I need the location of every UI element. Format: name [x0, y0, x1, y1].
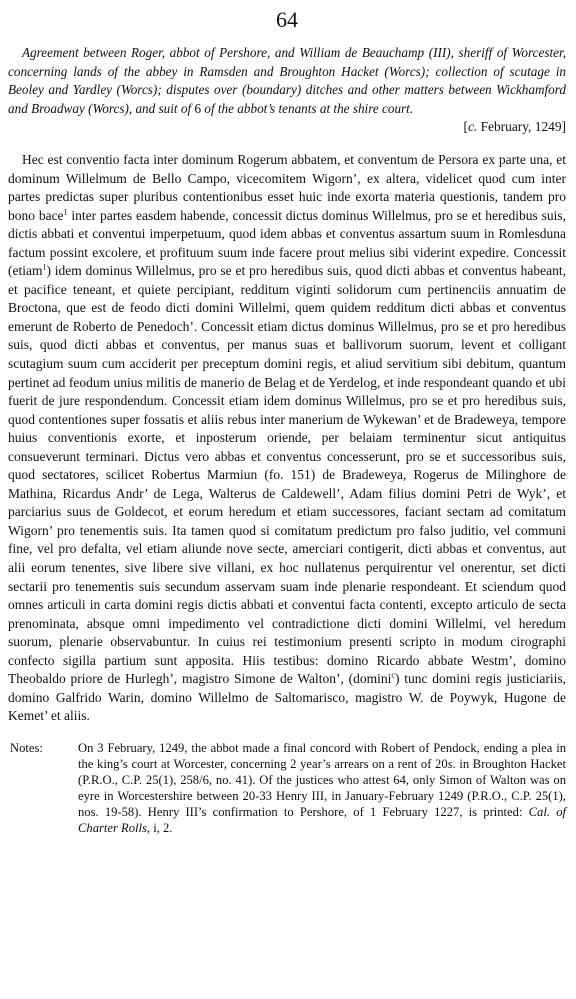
- notes-section: [8, 740, 566, 836]
- notes-text-3: , i, 2.: [146, 820, 173, 835]
- latin-text: [8, 151, 566, 726]
- latin-part-4: ) tunc domini regis justiciariis, domino Galfrido Warin, domino Willelmo de Saltomarisco, magistro W. de Poywyk, Hugone de Kemet’ et aliis.: [8, 671, 566, 724]
- document-number: 64: [276, 7, 298, 32]
- latin-part-2: inter partes easdem habende, concessit dictus dominus Willelmus, pro se et heredibus suis, dictis abbati et conventui imperpetuum, quod idem abbas et conventus assartum suum in Romlesduna factum possint excolere, et profituum suum inde facere prout melius sibi viderint expedire. Concessit (etiam: [8, 207, 566, 279]
- summary-text-before: Agreement between Roger, abbot of Pershore, and William de Beauchamp (III), sheriff of Worcester, concerning lands of the abbey in Ramsden and Broughton Hacket (Worcs); collection of scutage in Beoley and Yardley (Worcs); disputes over (boundary) ditches and other matters between Wickhamford and Broadway (Worcs), and suit of: [8, 45, 566, 116]
- notes-shilling-abbrev: s: [447, 756, 453, 771]
- latin-part-1: Hec est conventio facta inter dominum Rogerum abbatem, et conventum de Persora ex parte una, et dominum Willelmum de Bello Campo, vicecomitem Wigorn’, ex altera, videlicet quod cum inter partes predictas super pluribus contentionibus esset huic inde exorta materia questionis, tandem pro bono bace: [8, 151, 566, 223]
- date-rest: February, 1249]: [477, 119, 566, 135]
- notes-text-1: On 3 February, 1249, the abbot made a final concord with Robert of Pendock, ending a plea in the king’s court at Worcester, concerning 2 year’s arrears on a rent of 20: [78, 740, 566, 771]
- notes-citation: Cal. of Charter Rolls: [78, 804, 566, 835]
- document-summary: [8, 44, 566, 118]
- footnote-marker-1: 1: [63, 207, 68, 217]
- latin-part-3: ) idem dominus Willelmus, pro se et pro heredibus suis, quod dicti abbas et conventus habeant, et pacifice teneant, et quiete percipiant, redditum viginti solidorum cum pertinenciis annuatim de Broctona, que est de feodo dicti domini Willelmi, quem quidem redditum dicti abbas et conventus emerunt de Roberto de Penedoch’. Concessit etiam dictus dominus Willelmus, pro se et pro heredibus suis, quod dicti abbas et conventus, per manus suas et ballivorum suorum, levent et colligant scutagium suum cum acciderit per preceptum domini regis, et aliud servitium sibi debitum, quantum pertinet ad feodum unius militis de manerio de Belag et de Yerdelog, et inde respondeant quando et ubi fuerit de jure respondendum. Concessit etiam idem dominus Willelmus, pro se et pro heredibus suis, quod contentiones super fossatis et aliis rebus inter manerium de Wykewan’ et de Bradeweya, tempore huius conventionis exorte, et inposterum oriende, per belaiam terminentur sicut antiquitus consueverunt terminari. Dictus vero abbas et conventus concesserunt, pro se et successoribus suis, quod sectatores, scilicet Robertus Marmiun (fo. 151) de Bradeweya, Rogerus de Milinghore de Mathina, Ricardus Andr’ de Lega, Walterus de Caldewell’, Adam filius domini Petri de Wyk’, et parciarius suus de Goldecot, et eorum heredum et etiam successores, faciant sectam ad comitatum Wigorn’ pro tenementis suis. Ita tamen quod si comitatum predictum pro falso juditio, vel communi fine, vel pro defalta, vel etiam aliunde nove secte, amerciari contigerit, dicti abbas et conventus, aut alii eorum tenentes, sive libere sive villani, ex hoc nullatenus perquirentur vel onerentur, set dicti sectarii pro tenementis suis secundum asservam suam inde plenarie respondeant. Et sciendum quod omnes articuli in carta domini regis dictis abbati et conventui facta contenti, excepto articulo de secta prenominata, absque omni impedimento vel contradictione dicti domini Willelmi, vel heredum suorum, plenarie observabuntur. In cuius rei testimonium presenti scripto in modum cirographi confecto sigilla partium sunt apposita. Hiis testibus: domino Ricardo abbate Westm’, domino Theobaldo priore de Hurlegh’, magistro Simone de Walton’, (domini: [8, 263, 566, 687]
- notes-text-2: . in Broughton Hacket (P.R.O., C.P. 25(1), 258/6, no. 41). Of the justices who attest 64, only Simon of Walton was on eyre in Worcestershire between 20-33 Henry III, in January-February 1249 (P.R.O., C.P. 25(1), nos. 19-58). Henry III’s confirmation to Pershore, of 1 February 1227, is printed:: [78, 756, 566, 819]
- date-circa: c.: [467, 119, 478, 135]
- date-prefix: [: [463, 119, 468, 135]
- footnote-marker-3: c: [391, 670, 395, 680]
- notes-body: [78, 740, 566, 836]
- notes-label: Notes:: [10, 740, 43, 755]
- footnote-marker-2: 1: [42, 262, 47, 272]
- document-date: [8, 118, 566, 137]
- summary-text-after: of the abbot’s tenants at the shire court.: [201, 100, 414, 116]
- latin-body: [8, 151, 566, 726]
- summary-numeral: 6: [194, 100, 202, 116]
